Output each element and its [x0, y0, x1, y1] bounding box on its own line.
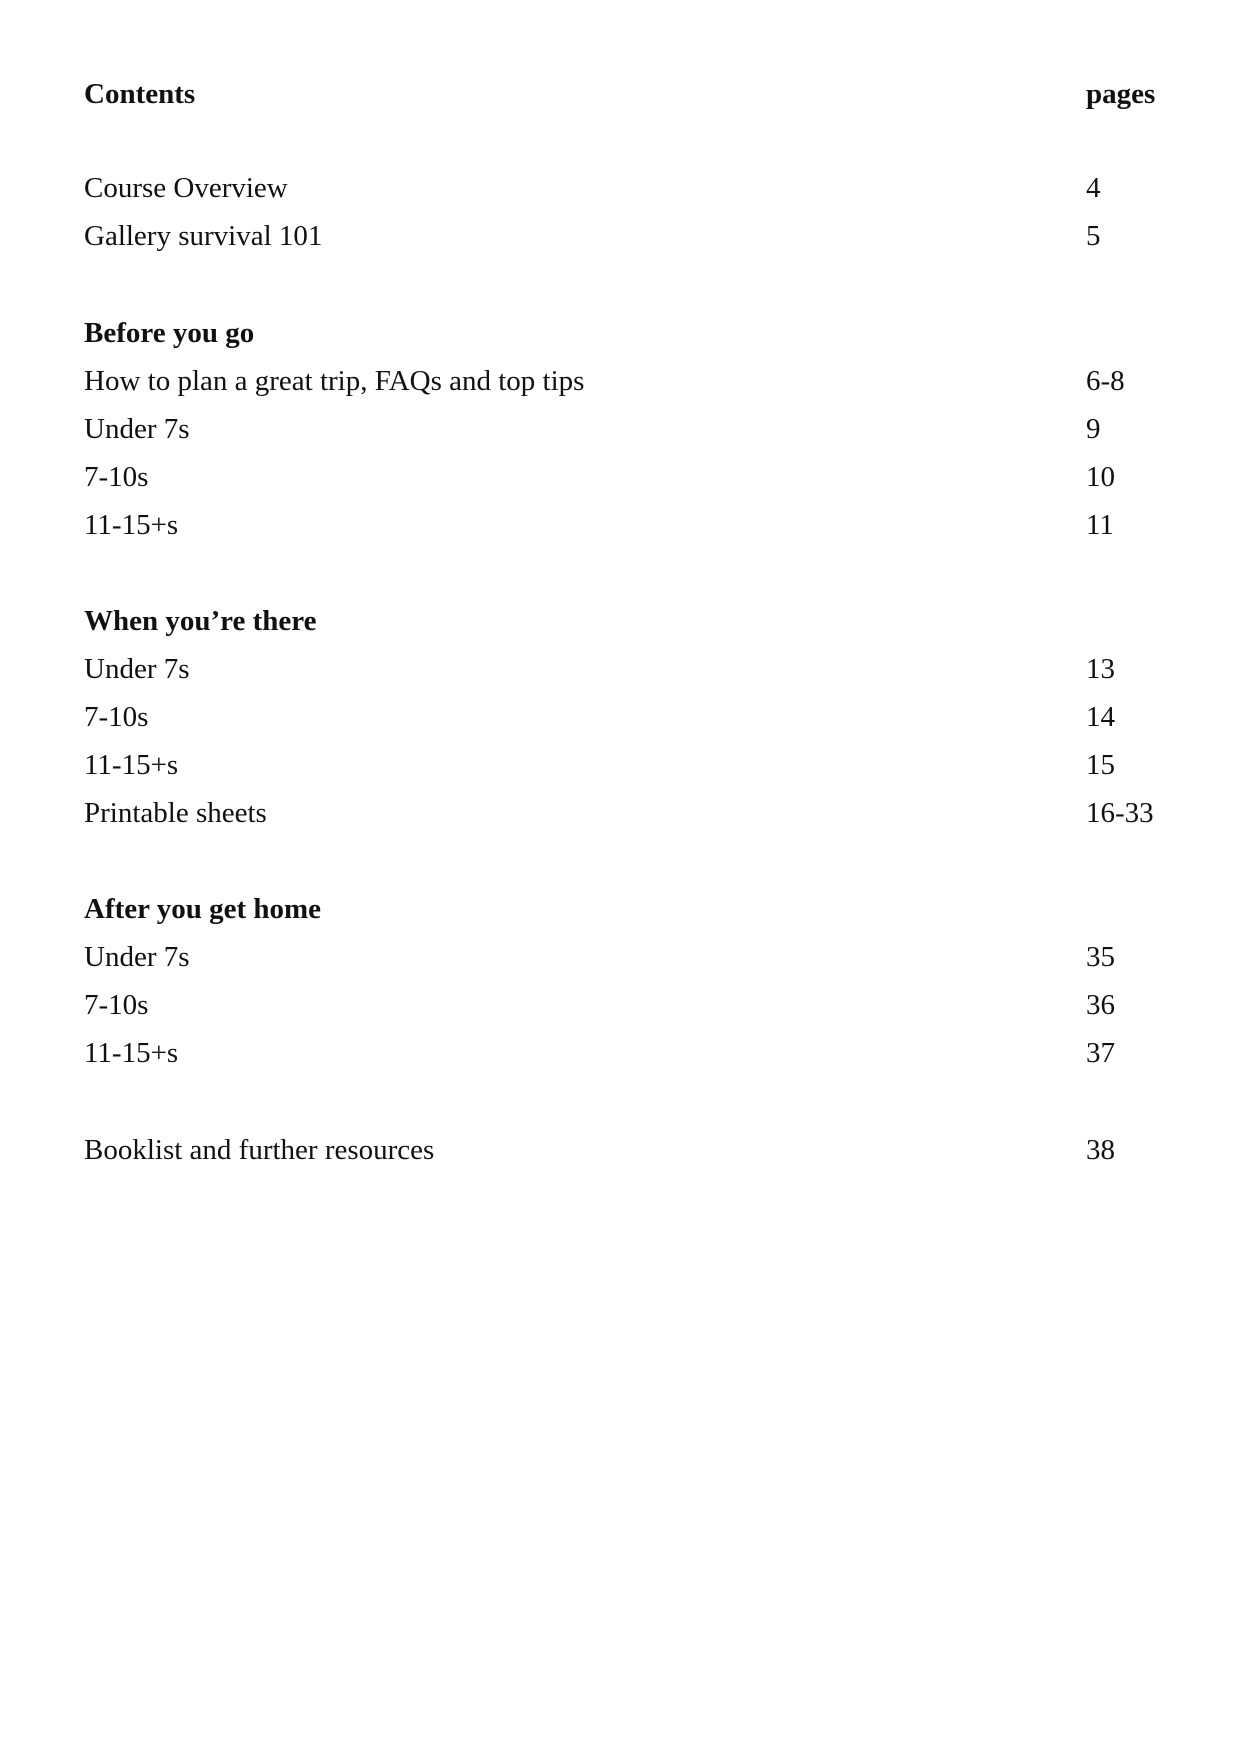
toc-entry [84, 697, 1164, 737]
toc-entry-pages: 36 [1086, 989, 1115, 1021]
toc-entry-label: Under 7s [84, 413, 190, 445]
toc-entry-label: Under 7s [84, 941, 190, 973]
toc-entry [84, 985, 1164, 1025]
toc-entry-pages: 37 [1086, 1037, 1115, 1069]
toc-entry-pages: 9 [1086, 413, 1101, 445]
toc-entry-pages: 13 [1086, 653, 1115, 685]
toc-entry [84, 505, 1164, 545]
toc-entry-label: 11-15+s [84, 749, 179, 781]
toc-entry-label: Printable sheets [84, 797, 267, 829]
toc-entry-pages: 5 [1086, 220, 1101, 252]
toc-entry-label: 11-15+s [84, 509, 179, 541]
toc-entry [84, 793, 1164, 833]
toc-entry [84, 649, 1164, 689]
toc-entry-pages: 15 [1086, 749, 1115, 781]
section-heading-label: Before you go [84, 317, 255, 349]
toc-entry-pages: 16-33 [1086, 797, 1154, 829]
toc-entry [84, 168, 1164, 208]
toc-entry [84, 216, 1164, 256]
section-heading-label: After you get home [84, 893, 322, 925]
toc-entry-pages: 14 [1086, 701, 1115, 733]
toc-entry-pages: 6-8 [1086, 365, 1125, 397]
toc-entry [84, 745, 1164, 785]
toc-entry-label: Gallery survival 101 [84, 220, 323, 252]
section-heading [84, 889, 1164, 929]
pages-column-header: pages [1086, 78, 1156, 110]
toc-entry-label: Booklist and further resources [84, 1134, 435, 1166]
toc-entry-label: Course Overview [84, 172, 288, 204]
contents-header [84, 74, 1164, 114]
toc-entry-label: Under 7s [84, 653, 190, 685]
toc-entry-label: 11-15+s [84, 1037, 179, 1069]
section-heading [84, 313, 1164, 353]
toc-entry-pages: 4 [1086, 172, 1101, 204]
section-heading [84, 601, 1164, 641]
toc-entry [84, 937, 1164, 977]
toc-entry-label: 7-10s [84, 461, 149, 493]
toc-entry-label: 7-10s [84, 989, 149, 1021]
toc-entry [84, 1130, 1164, 1170]
toc-entry-pages: 11 [1086, 509, 1114, 541]
toc-entry [84, 361, 1164, 401]
toc-entry [84, 457, 1164, 497]
toc-entry-pages: 38 [1086, 1134, 1115, 1166]
section-heading-label: When you’re there [84, 605, 317, 637]
toc-entry-label: 7-10s [84, 701, 149, 733]
toc-entry [84, 409, 1164, 449]
toc-entry-pages: 10 [1086, 461, 1115, 493]
toc-entry-label: How to plan a great trip, FAQs and top tips [84, 365, 585, 397]
toc-entry [84, 1033, 1164, 1073]
toc-entry-pages: 35 [1086, 941, 1115, 973]
page-title: Contents [84, 78, 196, 110]
